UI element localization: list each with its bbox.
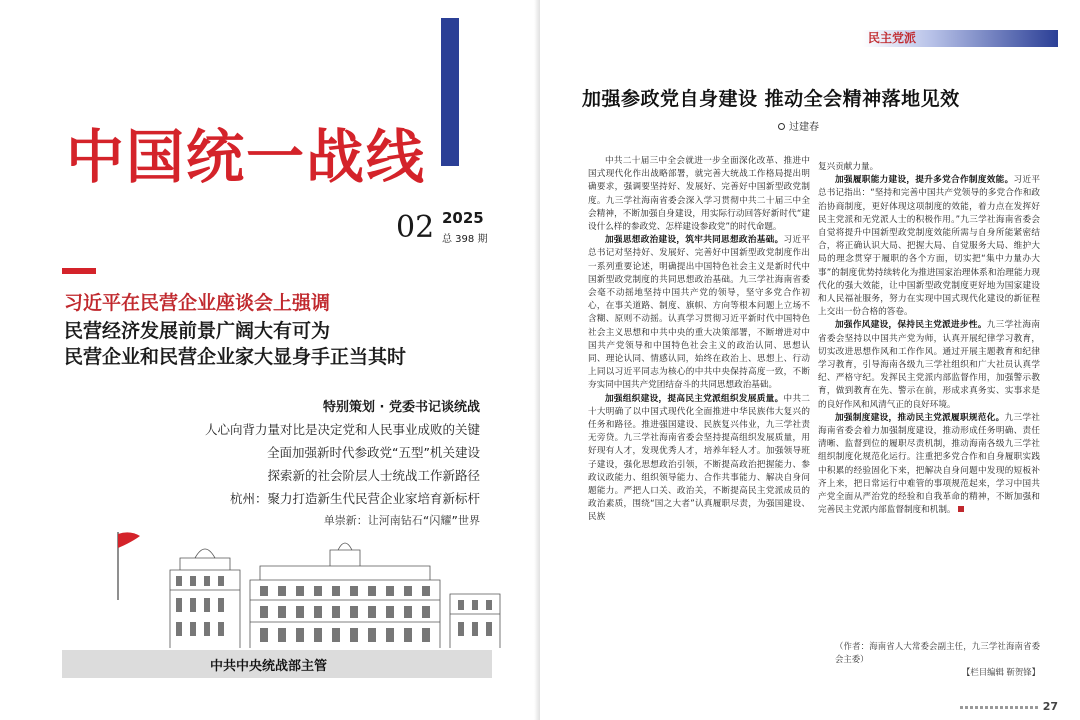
feature-item: 杭州：聚力打造新生代民营企业家培育新标杆 [229, 491, 480, 506]
paragraph-keyword: 加强组织建设，提高民主党派组织发展质量。 [605, 393, 784, 404]
building-illustration-icon [110, 530, 510, 648]
article-paragraph [588, 393, 810, 525]
article-title: 加强参政党自身建设 推动全会精神落地见效 [582, 88, 960, 110]
paragraph-keyword: 加强制度建设，推动民主党派履职规范化。 [835, 412, 1005, 423]
feature-item: 人心向背力量对比是决定党和人民事业成败的关键 [204, 422, 480, 437]
article-paragraph: 中共二十届三中全会就进一步全面深化改革、推进中国式现代化作出战略部署，就完善大统战工作格局提出明确要求，强调要坚持好、发展好、完善好中国新型政党制度。九三学社海南省委会深入学习贯彻中共二十届三中全会精神，不断加强自身建设，用实际行动回答好新时代“建设什么样的参政党、怎样建设参政党”的时代命题。 [588, 156, 810, 233]
article-page [540, 0, 1080, 720]
blue-accent-strip [441, 18, 459, 166]
article-paragraph [588, 234, 810, 392]
article-paragraph [818, 174, 1040, 319]
section-tab-label: 民主党派 [868, 31, 917, 45]
page-number: 27 [1042, 700, 1058, 713]
article-paragraph [818, 412, 1040, 518]
paragraph-body: 九三学社海南省委会坚持以中国共产党为师，认真开展纪律学习教育，切实改进思想作风和工作作风。通过开展主题教育和纪律学习教育，引导海南各级九三学社组织和广大社员认真学纪、严格守纪。发挥民主党派内部监督作用，加强警示教育，做到教育在先、警示在前，形成求真务实、实事求是的良好作风和风清气正的良好环境。 [818, 320, 1040, 410]
feature-byline: 单崇新：让河南钻石“闪耀”世界 [323, 514, 480, 527]
issue-year: 2025 [442, 209, 484, 227]
article-paragraph [818, 319, 1040, 411]
author-name: 过建春 [789, 122, 819, 133]
page-footer-rule [960, 706, 1040, 709]
issue-number: 02 [396, 210, 435, 245]
cover-headline-line2: 民营经济发展前景广阔大有可为 [64, 320, 331, 342]
editor-note: 【栏目编辑 靳贺锋】 [961, 667, 1040, 678]
feature-item: 探索新的社会阶层人士统战工作新路径 [267, 468, 480, 483]
article-paragraph: 复兴贡献力量。 [818, 162, 879, 172]
author-affiliation: （作者：海南省人大常委会副主任，九三学社海南省委会主委） [835, 641, 1040, 665]
author-line [778, 118, 819, 133]
issue-total: 总 398 期 [442, 234, 488, 245]
paragraph-keyword: 加强思想政治建设，筑牢共同思想政治基础。 [605, 235, 784, 246]
author-note [818, 640, 1040, 680]
article-column-right [818, 161, 1040, 631]
paragraph-body: 九三学社海南省委会着力加强制度建设，推动形成任务明确、责任清晰、监督到位的履职尽责机制，推动海南各级九三学社组织制度化规范化运行。注重把多党合作和自身履职实践中积累的经验固化下来，把解决自身问题中发现的短板补齐上来，把日常运行中难管的事项规范起来，学习中国共产党全面从严治党的经验和自我革命的精神，不断加强和完善民主党派内部监督制度和机制。 [818, 412, 1040, 516]
end-square-icon [958, 506, 964, 512]
paragraph-body: 中共二十大明确了以中国式现代化全面推进中华民族伟大复兴的任务和路径。推进强国建设、民族复兴伟业，九三学社责无旁贷。九三学社海南省委会坚持提高组织发展质量，用好现有人才，发现优秀人才，培养年轻人才。加强领导班子建设，强化思想政治引领，不断提高政治把握能力、参政议政能力、组织领导能力、合作共事能力、解决自身问题能力。严把人口关、政治关，不断提高民主党派成员的政治素质，围绕“国之大者”认真履职尽责，为强国建设、民族 [588, 393, 810, 523]
article-column-left [588, 155, 810, 685]
feature-heading: 特别策划 · 党委书记谈统战 [323, 400, 480, 415]
cover-footer-text: 中共中央统战部主管 [210, 659, 328, 674]
paragraph-body: 习近平总书记指出：“坚持和完善中国共产党领导的多党合作和政治协商制度，更好体现这项制度的效能，着力点在发挥好民主党派和无党派人士的积极作用。”九三学社海南省委会自觉将提升中国新型政党制度效能所需与自身所能紧密结合，将正确认识大局、把握大局、自觉服务大局、维护大局的理念贯穿于履职的各个方面，切实把“集中力量办大事”的制度优势持续转化为推进国家治理体系和治理能力现代化的强大效能，让中国新型政党制度更好地为国家建设和人民福祉服务，努力在实现中国式现代化建设的新征程上交出一份合格的答卷。 [818, 175, 1040, 318]
paragraph-body: 习近平总书记对坚持好、发展好、完善好中国新型政党制度作出一系列重要论述，明确提出中国特色社会主义是新时代中国新型政党制度的共同思想政治基础。九三学社海南省委会毫不动摇地坚持中国共产党的领导，坚守多党合作初心，在事关道路、制度、旗帜、方向等根本问题上立场不含糊、原则不动摇。认真学习贯彻习近平新时代中国特色社会主义思想和中共中央的重大决策部署，不断增进对中国共产党领导和中国特色社会主义的政治认同、思想认同、理论认同、情感认同，始终在政治上、思想上、行动上同以习近平同志为核心的中共中央保持高度一致，不断夯实同中国共产党团结奋斗的共同思想政治基础。 [588, 235, 810, 391]
author-circle-icon [778, 123, 785, 130]
masthead-title: 中国统一战线 [66, 123, 427, 191]
paragraph-keyword: 加强履职能力建设，提升多党合作制度效能。 [835, 175, 1014, 186]
cover-headline-line3: 民营企业和民营企业家大显身手正当其时 [64, 346, 407, 368]
paragraph-keyword: 加强作风建设，保持民主党派进步性。 [835, 320, 987, 331]
cover-headline-red: 习近平在民营企业座谈会上强调 [64, 292, 331, 314]
red-dash-divider [62, 268, 96, 274]
feature-item: 全面加强新时代参政党“五型”机关建设 [267, 445, 480, 460]
